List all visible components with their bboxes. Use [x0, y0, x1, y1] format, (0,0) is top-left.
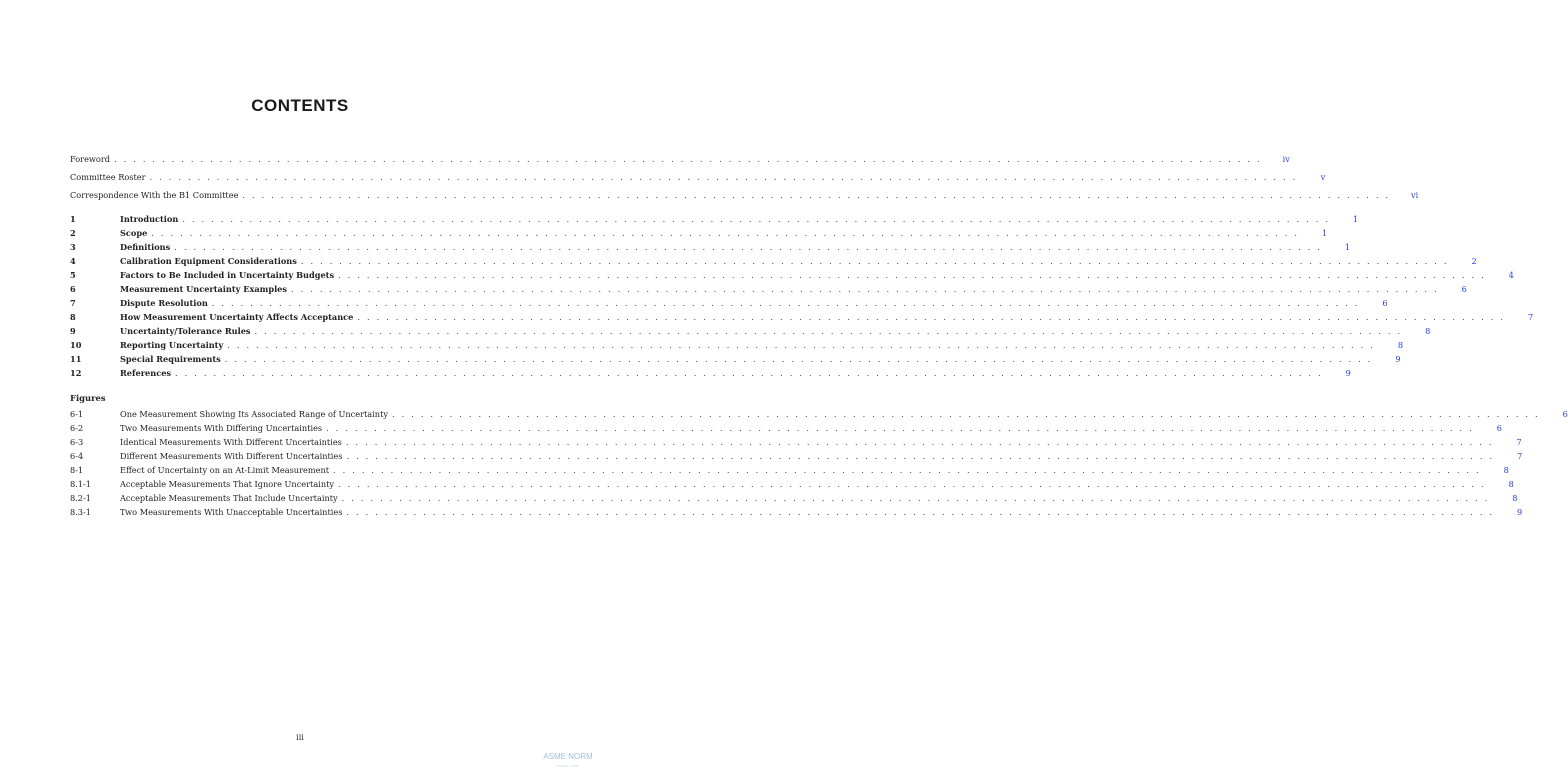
dot-leader: . . . . . . . . . . . . . . . . . . . . . . . . . . . . . . . . . . . . . . . . . . . . . . . . . . . . . . . . . . . . . . . . . . . . . . . . . . . . . . . . . . . . . . . . . . . . . . . . . . . . . . . . . . . . . . . . . . . . . . . .	[291, 284, 1439, 294]
toc-section-entry[interactable]	[70, 226, 1328, 240]
toc-entry-number: 2	[70, 228, 76, 238]
toc-entry-number: 4	[70, 256, 76, 266]
toc-front-matter-entry[interactable]	[70, 152, 1290, 166]
dot-leader: . . . . . . . . . . . . . . . . . . . . . . . . . . . . . . . . . . . . . . . . . . . . . . . . . . . . . . . . . . . . . . . . . . . . . . . . . . . . . . . . . . . . . . . . . . . . . . . . . . . . . . . . . . . . . . . . . . . . . . . .	[211, 298, 1360, 308]
toc-page-link[interactable]: 9	[1517, 507, 1523, 517]
toc-page-link[interactable]: 6	[1461, 284, 1467, 294]
toc-entry-number: 8	[70, 312, 76, 322]
toc-section-entry[interactable]	[70, 212, 1359, 226]
toc-figure-entry[interactable]	[70, 435, 1522, 449]
toc-entry-label[interactable]: Identical Measurements With Different Uncertainties	[120, 437, 342, 447]
toc-page-link[interactable]: 8	[1512, 493, 1518, 503]
toc-section-entry[interactable]	[70, 296, 1388, 310]
toc-entry-number: 6	[70, 284, 76, 294]
toc-entry-label[interactable]: How Measurement Uncertainty Affects Acceptance	[120, 312, 354, 322]
toc-page-link[interactable]: 8	[1425, 326, 1431, 336]
dot-leader: . . . . . . . . . . . . . . . . . . . . . . . . . . . . . . . . . . . . . . . . . . . . . . . . . . . . . . . . . . . . . . . . . . . . . . . . . . . . . . . . . . . . . . . . . . . . . . . . . . . . . . . . . . . . . . . . . . . . . . . .	[341, 493, 1490, 503]
toc-page-link[interactable]: 9	[1345, 368, 1351, 378]
toc-entry-label[interactable]: Two Measurements With Differing Uncertainties	[120, 423, 323, 433]
toc-entry-label[interactable]: Reporting Uncertainty	[120, 340, 224, 350]
toc-figure-entry[interactable]	[70, 477, 1514, 491]
toc-section-entry[interactable]	[70, 366, 1351, 380]
toc-entry-number: 8-1	[70, 465, 84, 475]
toc-section-entry[interactable]	[70, 352, 1401, 366]
dot-leader: . . . . . . . . . . . . . . . . . . . . . . . . . . . . . . . . . . . . . . . . . . . . . . . . . . . . . . . . . . . . . . . . . . . . . . . . . . . . . . . . . . . . . . . . . . . . . . . . . . . . . . . . . . . . . . . . . . . . . . . .	[227, 340, 1376, 350]
toc-entry-label[interactable]: Two Measurements With Unacceptable Uncertainties	[120, 507, 343, 517]
dot-leader: . . . . . . . . . . . . . . . . . . . . . . . . . . . . . . . . . . . . . . . . . . . . . . . . . . . . . . . . . . . . . . . . . . . . . . . . . . . . . . . . . . . . . . . . . . . . . . . . . . . . . . . . . . . . . . . . . . . . . . . .	[338, 270, 1486, 280]
toc-page-link[interactable]: 4	[1508, 270, 1514, 280]
dot-leader: . . . . . . . . . . . . . . . . . . . . . . . . . . . . . . . . . . . . . . . . . . . . . . . . . . . . . . . . . . . . . . . . . . . . . . . . . . . . . . . . . . . . . . . . . . . . . . . . . . . . . . . . . . . . . . . . . . . . . . . .	[392, 409, 1540, 419]
toc-page-link[interactable]: 1	[1344, 242, 1351, 252]
toc-figure-entry[interactable]	[70, 505, 1523, 519]
toc-page-link[interactable]: 9	[1395, 354, 1401, 364]
toc-section-entry[interactable]	[70, 310, 1534, 324]
toc-entry-label[interactable]: Correspondence With the B1 Committee	[70, 190, 239, 200]
toc-entry-label[interactable]: Scope	[120, 228, 148, 238]
toc-entry-number: 5	[70, 270, 76, 280]
watermark-logo	[540, 752, 596, 770]
dot-leader: . . . . . . . . . . . . . . . . . . . . . . . . . . . . . . . . . . . . . . . . . . . . . . . . . . . . . . . . . . . . . . . . . . . . . . . . . . . . . . . . . . . . . . . . . . . . . . . . . . . . . . . . . . . . . . . . . . . . . . . .	[300, 256, 1449, 266]
toc-section-entry[interactable]	[70, 268, 1514, 282]
watermark-text: ASME NORM	[543, 752, 593, 761]
toc-section-entry[interactable]	[70, 254, 1477, 268]
dot-leader: . . . . . . . . . . . . . . . . . . . . . . . . . . . . . . . . . . . . . . . . . . . . . . . . . . . . . . . . . . . . . . . . . . . . . . . . . . . . . . . . . . . . . . . . . . . . . . . . . . . . . . . . . . . . . . . . . . . . . . . .	[175, 368, 1323, 378]
toc-entry-label[interactable]: Dispute Resolution	[120, 298, 208, 308]
toc-entry-label[interactable]: Effect of Uncertainty on an At-Limit Measurement	[120, 465, 330, 475]
dot-leader: . . . . . . . . . . . . . . . . . . . . . . . . . . . . . . . . . . . . . . . . . . . . . . . . . . . . . . . . . . . . . . . . . . . . . . . . . . . . . . . . . . . . . . . . . . . . . . . . . . . . . . . . . . . . . . . . . . . . . . . .	[151, 228, 1300, 238]
toc-entry-label[interactable]: Acceptable Measurements That Ignore Uncertainty	[120, 479, 335, 489]
toc-entry-label[interactable]: Measurement Uncertainty Examples	[120, 284, 288, 294]
toc-page-link[interactable]: 1	[1321, 228, 1328, 238]
dot-leader: . . . . . . . . . . . . . . . . . . . . . . . . . . . . . . . . . . . . . . . . . . . . . . . . . . . . . . . . . . . . . . . . . . . . . . . . . . . . . . . . . . . . . . . . . . . . . . . . . . . . . . . . . . . . . . . . . . . . . . . .	[254, 326, 1403, 336]
toc-figure-entry[interactable]	[70, 421, 1502, 435]
dot-leader: . . . . . . . . . . . . . . . . . . . . . . . . . . . . . . . . . . . . . . . . . . . . . . . . . . . . . . . . . . . . . . . . . . . . . . . . . . . . . . . . . . . . . . . . . . . . . . . . . . . . . . . . . . . . . . . . . . . . . . . .	[345, 437, 1494, 447]
toc-front-matter-entry[interactable]	[70, 188, 1419, 202]
toc-entry-number: 8.3-1	[70, 507, 91, 517]
dot-leader: . . . . . . . . . . . . . . . . . . . . . . . . . . . . . . . . . . . . . . . . . . . . . . . . . . . . . . . . . . . . . . . . . . . . . . . . . . . . . . . . . . . . . . . . . . . . . . . . . . . . . . . . . . . . . . . . . . . . . . . .	[346, 451, 1495, 461]
dot-leader: . . . . . . . . . . . . . . . . . . . . . . . . . . . . . . . . . . . . . . . . . . . . . . . . . . . . . . . . . . . . . . . . . . . . . . . . . . . . . . . . . . . . . . . . . . . . . . . . . . . . . . . . . . . . . . . . . . . . . . . .	[346, 507, 1495, 517]
toc-entry-number: 7	[70, 298, 76, 308]
toc-entry-number: 8.2-1	[70, 493, 91, 503]
toc-entry-number: 3	[70, 242, 76, 252]
toc-page-link[interactable]: vi	[1411, 190, 1419, 200]
toc-entry-label[interactable]: Committee Roster	[70, 172, 146, 182]
toc-entry-label[interactable]: Acceptable Measurements That Include Uncertainty	[120, 493, 338, 503]
toc-page-link[interactable]: 7	[1516, 437, 1522, 447]
toc-entry-label[interactable]: Calibration Equipment Considerations	[120, 256, 297, 266]
toc-entry-label[interactable]: Foreword	[70, 154, 111, 164]
dot-leader: . . . . . . . . . . . . . . . . . . . . . . . . . . . . . . . . . . . . . . . . . . . . . . . . . . . . . . . . . . . . . . . . . . . . . . . . . . . . . . . . . . . . . . . . . . . . . . . . . . . . . . . . . . . . . . . . . . . . . . . .	[326, 423, 1474, 433]
toc-entry-label[interactable]: Definitions	[120, 242, 171, 252]
dot-leader: . . . . . . . . . . . . . . . . . . . . . . . . . . . . . . . . . . . . . . . . . . . . . . . . . . . . . . . . . . . . . . . . . . . . . . . . . . . . . . . . . . . . . . . . . . . . . . . . . . . . . . . . . . . . . . . . . . . . . . . .	[174, 242, 1323, 252]
toc-section-entry[interactable]	[70, 324, 1431, 338]
toc-entry-label[interactable]: Factors to Be Included in Uncertainty Budgets	[120, 270, 335, 280]
toc-entry-number: 12	[70, 368, 82, 378]
toc-page-link[interactable]: iv	[1282, 154, 1290, 164]
page-title: CONTENTS	[251, 96, 349, 115]
toc-entry-number: 6-3	[70, 437, 84, 447]
watermark-subtext: norm.com	[557, 763, 579, 768]
toc-entry-label[interactable]: One Measurement Showing Its Associated Range of Uncertainty	[120, 409, 389, 419]
toc-page-link[interactable]: 7	[1517, 451, 1523, 461]
toc-entry-label[interactable]: References	[120, 368, 172, 378]
dot-leader: . . . . . . . . . . . . . . . . . . . . . . . . . . . . . . . . . . . . . . . . . . . . . . . . . . . . . . . . . . . . . . . . . . . . . . . . . . . . . . . . . . . . . . . . . . . . . . . . . . . . . . . . . . . . . . . . . . . . . . . .	[338, 479, 1486, 489]
toc-page-link[interactable]: 8	[1508, 479, 1514, 489]
toc-entry-label[interactable]: Special Requirements	[120, 354, 221, 364]
toc-figure-entry[interactable]	[70, 407, 1568, 421]
toc-page-link[interactable]: 6	[1496, 423, 1502, 433]
toc-entry-number: 6-1	[70, 409, 84, 419]
toc-entry-label[interactable]: Introduction	[120, 214, 179, 224]
toc-page-link[interactable]: v	[1320, 172, 1326, 182]
toc-page-link[interactable]: 6	[1562, 409, 1568, 419]
toc-entry-number: 6-4	[70, 451, 84, 461]
toc-entry-number: 11	[70, 354, 82, 364]
toc-page-link[interactable]: 7	[1527, 312, 1534, 322]
toc-entry-number: 9	[70, 326, 76, 336]
toc-figure-entry[interactable]	[70, 463, 1509, 477]
toc-entry-number: 10	[70, 340, 82, 350]
toc-page-link[interactable]: 8	[1397, 340, 1404, 350]
toc-entry-number: 6-2	[70, 423, 84, 433]
dot-leader: . . . . . . . . . . . . . . . . . . . . . . . . . . . . . . . . . . . . . . . . . . . . . . . . . . . . . . . . . . . . . . . . . . . . . . . . . . . . . . . . . . . . . . . . . . . . . . . . . . . . . . . . . . . . . . . . . . . . . . . .	[182, 214, 1331, 224]
figures-heading: Figures	[70, 393, 106, 403]
toc-entry-label[interactable]: Uncertainty/Tolerance Rules	[120, 326, 251, 336]
dot-leader: . . . . . . . . . . . . . . . . . . . . . . . . . . . . . . . . . . . . . . . . . . . . . . . . . . . . . . . . . . . . . . . . . . . . . . . . . . . . . . . . . . . . . . . . . . . . . . . . . . . . . . . . . . . . . . . . . . . . . . . .	[357, 312, 1506, 322]
dot-leader: . . . . . . . . . . . . . . . . . . . . . . . . . . . . . . . . . . . . . . . . . . . . . . . . . . . . . . . . . . . . . . . . . . . . . . . . . . . . . . . . . . . . . . . . . . . . . . . . . . . . . . . . . . . . . . . . . . . . . . . .	[224, 354, 1373, 364]
toc-front-matter-entry[interactable]	[70, 170, 1326, 184]
toc-figure-entry[interactable]	[70, 449, 1523, 463]
toc-entry-label[interactable]: Different Measurements With Different Uncertainties	[120, 451, 343, 461]
toc-page-link[interactable]: 8	[1503, 465, 1509, 475]
toc-entry-number: 1	[70, 214, 76, 224]
toc-section-entry[interactable]	[70, 240, 1351, 254]
toc-page-link[interactable]: 2	[1471, 256, 1477, 266]
toc-section-entry[interactable]	[70, 282, 1467, 296]
dot-leader: . . . . . . . . . . . . . . . . . . . . . . . . . . . . . . . . . . . . . . . . . . . . . . . . . . . . . . . . . . . . . . . . . . . . . . . . . . . . . . . . . . . . . . . . . . . . . . . . . . . . . . . . . . . . . . . . . . . . . . . .	[333, 465, 1481, 475]
toc-page-link[interactable]: 6	[1382, 298, 1388, 308]
dot-leader: . . . . . . . . . . . . . . . . . . . . . . . . . . . . . . . . . . . . . . . . . . . . . . . . . . . . . . . . . . . . . . . . . . . . . . . . . . . . . . . . . . . . . . . . . . . . . . . . . . . . . . . . . . . . . . . . . . . . . . . .	[114, 154, 1262, 164]
page-number: iii	[296, 733, 304, 742]
dot-leader: . . . . . . . . . . . . . . . . . . . . . . . . . . . . . . . . . . . . . . . . . . . . . . . . . . . . . . . . . . . . . . . . . . . . . . . . . . . . . . . . . . . . . . . . . . . . . . . . . . . . . . . . . . . . . . . . . . . . . . . .	[149, 172, 1298, 182]
dot-leader: . . . . . . . . . . . . . . . . . . . . . . . . . . . . . . . . . . . . . . . . . . . . . . . . . . . . . . . . . . . . . . . . . . . . . . . . . . . . . . . . . . . . . . . . . . . . . . . . . . . . . . . . . . . . . . . . . . . . . . . .	[242, 190, 1391, 200]
toc-figure-entry[interactable]	[70, 491, 1518, 505]
toc-page-link[interactable]: 1	[1352, 214, 1359, 224]
toc-section-entry[interactable]	[70, 338, 1404, 352]
toc-entry-number: 8.1-1	[70, 479, 91, 489]
